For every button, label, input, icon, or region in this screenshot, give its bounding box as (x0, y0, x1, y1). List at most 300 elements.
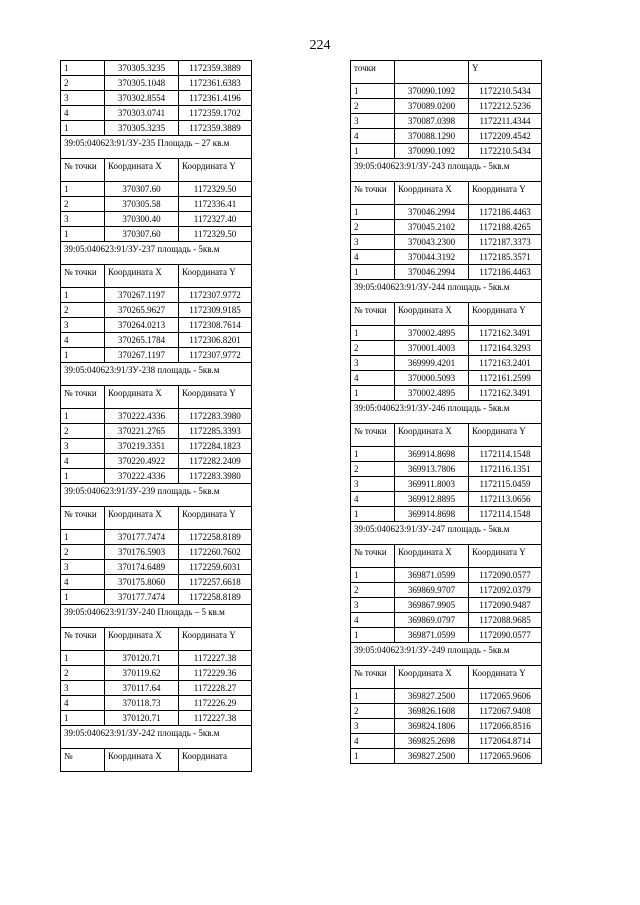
table-row (61, 318, 252, 333)
parcel-title-row (351, 643, 542, 666)
table-row (61, 696, 252, 711)
table-row (351, 220, 542, 235)
point-number: 1 (61, 61, 105, 76)
parcel-title: 39:05:040623:91/ЗУ-239 площадь - 5кв.м (61, 484, 252, 507)
table-row (61, 545, 252, 560)
coord-x: 370219.3351 (105, 439, 179, 454)
coord-x: 370046.2994 (395, 265, 469, 280)
coord-x: 369869.0797 (395, 613, 469, 628)
header-coord-y: Координата Y (179, 386, 252, 409)
parcel-title-row (351, 159, 542, 182)
table-row (61, 121, 252, 136)
point-number: 2 (351, 704, 395, 719)
left-coordinates-table (60, 60, 252, 772)
coord-y: 1172227.38 (179, 651, 252, 666)
coord-y: 1172114.1548 (469, 507, 542, 522)
parcel-title-row (61, 605, 252, 628)
coord-y: 1172113.0656 (469, 492, 542, 507)
header-coord-y: Координата Y (179, 265, 252, 288)
coord-y: 1172065.9606 (469, 689, 542, 704)
right-coordinates-table (350, 60, 542, 764)
coord-y: 1172336.41 (179, 197, 252, 212)
table-row (351, 144, 542, 159)
header-coord-x: Координата X (395, 545, 469, 568)
table-header-row (351, 666, 542, 689)
point-number: 3 (351, 719, 395, 734)
coord-x: 369826.1608 (395, 704, 469, 719)
coord-x: 369911.8003 (395, 477, 469, 492)
coord-y: 1172163.2401 (469, 356, 542, 371)
header-point-number: № точки (351, 424, 395, 447)
point-number: 3 (351, 235, 395, 250)
table-row (351, 129, 542, 144)
header-coord-x: Координата X (395, 666, 469, 689)
parcel-title-row (61, 242, 252, 265)
parcel-title: 39:05:040623:91/ЗУ-246 площадь - 5кв.м (351, 401, 542, 424)
table-row (351, 704, 542, 719)
coord-x: 370120.71 (105, 711, 179, 726)
table-header-row (61, 628, 252, 651)
table-header-row (351, 61, 542, 84)
header-point-number: № точки (61, 628, 105, 651)
table-row (61, 681, 252, 696)
header-coord-y: Координата Y (469, 303, 542, 326)
table-row (351, 749, 542, 764)
coord-y: 1172210.5434 (469, 144, 542, 159)
point-number: 2 (61, 197, 105, 212)
coord-y: 1172226.29 (179, 696, 252, 711)
coord-y: 1172210.5434 (469, 84, 542, 99)
table-header-row (61, 749, 252, 772)
coord-y: 1172090.0577 (469, 568, 542, 583)
coord-y: 1172116.1351 (469, 462, 542, 477)
point-number: 1 (351, 689, 395, 704)
coord-y: 1172186.4463 (469, 265, 542, 280)
coord-y: 1172066.8516 (469, 719, 542, 734)
coord-y: 1172090.9487 (469, 598, 542, 613)
coord-y: 1172309.9185 (179, 303, 252, 318)
point-number: 1 (61, 348, 105, 363)
coord-x: 370222.4336 (105, 409, 179, 424)
point-number: 3 (61, 318, 105, 333)
parcel-title: 39:05:040623:91/ЗУ-249 площадь - 5кв.м (351, 643, 542, 666)
point-number: 3 (61, 212, 105, 227)
coord-x: 369827.2500 (395, 689, 469, 704)
point-number: 1 (351, 568, 395, 583)
table-header-row (61, 386, 252, 409)
table-header-row (61, 507, 252, 530)
coord-x: 370177.7474 (105, 590, 179, 605)
point-number: 3 (351, 598, 395, 613)
table-row (351, 341, 542, 356)
parcel-title-row (351, 401, 542, 424)
point-number: 1 (61, 227, 105, 242)
table-row (61, 106, 252, 121)
coord-x: 369824.1806 (395, 719, 469, 734)
coord-x: 370044.3192 (395, 250, 469, 265)
point-number: 1 (61, 288, 105, 303)
coord-y: 1172067.9408 (469, 704, 542, 719)
coord-y: 1172306.8201 (179, 333, 252, 348)
coord-y: 1172308.7614 (179, 318, 252, 333)
table-header-row (351, 182, 542, 205)
coord-x: 370307.60 (105, 227, 179, 242)
header-coord-x (395, 61, 469, 84)
header-coord-x: Координата X (395, 424, 469, 447)
coord-x: 370267.1197 (105, 288, 179, 303)
point-number: 2 (351, 341, 395, 356)
parcel-title: 39:05:040623:91/ЗУ-242 площадь - 5кв.м (61, 726, 252, 749)
coord-x: 369912.8895 (395, 492, 469, 507)
coord-x: 370222.4336 (105, 469, 179, 484)
coord-x: 370088.1290 (395, 129, 469, 144)
parcel-title-row (351, 522, 542, 545)
table-row (61, 197, 252, 212)
table-row (351, 356, 542, 371)
table-row (351, 613, 542, 628)
header-point-number: № точки (351, 545, 395, 568)
parcel-title-row (61, 136, 252, 159)
coord-x: 370090.1092 (395, 84, 469, 99)
header-point-number: № точки (351, 182, 395, 205)
coord-y: 1172282.2409 (179, 454, 252, 469)
header-coord-x: Координата X (105, 159, 179, 182)
coord-x: 370267.1197 (105, 348, 179, 363)
coord-y: 1172114.1548 (469, 447, 542, 462)
coord-x: 370220.4922 (105, 454, 179, 469)
table-row (61, 424, 252, 439)
coord-x: 370120.71 (105, 651, 179, 666)
table-row (351, 477, 542, 492)
table-row (61, 454, 252, 469)
table-row (351, 719, 542, 734)
coord-y: 1172260.7602 (179, 545, 252, 560)
point-number: 4 (351, 734, 395, 749)
header-point-number: № точки (351, 666, 395, 689)
point-number: 4 (351, 613, 395, 628)
coord-y: 1172359.3889 (179, 61, 252, 76)
header-coord-y: Координата Y (179, 159, 252, 182)
table-row (351, 492, 542, 507)
parcel-title: 39:05:040623:91/ЗУ-244 площадь - 5кв.м (351, 280, 542, 303)
coord-y: 1172283.3980 (179, 409, 252, 424)
coord-x: 370264.0213 (105, 318, 179, 333)
coord-x: 370045.2102 (395, 220, 469, 235)
page-number: 224 (309, 38, 331, 53)
coord-y: 1172064.8714 (469, 734, 542, 749)
table-row (351, 250, 542, 265)
coord-x: 369999.4201 (395, 356, 469, 371)
coord-y: 1172329.50 (179, 182, 252, 197)
table-row (61, 530, 252, 545)
point-number: 1 (61, 530, 105, 545)
coord-x: 369914.8698 (395, 507, 469, 522)
table-header-row (351, 303, 542, 326)
point-number: 1 (351, 447, 395, 462)
point-number: 3 (61, 91, 105, 106)
coord-y: 1172209.4542 (469, 129, 542, 144)
table-row (61, 439, 252, 454)
header-point-number: № точки (61, 507, 105, 530)
point-number: 2 (61, 424, 105, 439)
point-number: 4 (61, 696, 105, 711)
coord-x: 370221.2765 (105, 424, 179, 439)
coord-x: 370001.4003 (395, 341, 469, 356)
table-row (61, 575, 252, 590)
coord-x: 370177.7474 (105, 530, 179, 545)
coord-y: 1172359.3889 (179, 121, 252, 136)
left-coordinates-column (60, 60, 251, 772)
point-number: 3 (61, 681, 105, 696)
coord-x: 370175.8060 (105, 575, 179, 590)
table-header-row (351, 545, 542, 568)
point-number: 1 (351, 144, 395, 159)
header-point-number: № точки (61, 159, 105, 182)
coord-y: 1172307.9772 (179, 288, 252, 303)
header-coord-x: Координата X (105, 628, 179, 651)
coord-x: 370305.3235 (105, 61, 179, 76)
table-row (61, 76, 252, 91)
coord-y: 1172259.6031 (179, 560, 252, 575)
table-row (351, 205, 542, 220)
header-coord-x: Координата X (105, 386, 179, 409)
table-row (61, 711, 252, 726)
table-row (351, 689, 542, 704)
point-number: 1 (61, 182, 105, 197)
table-row (351, 371, 542, 386)
table-row (351, 265, 542, 280)
table-row (351, 447, 542, 462)
coord-y: 1172161.2599 (469, 371, 542, 386)
header-coord-x: Координата X (105, 749, 179, 772)
header-coord-y: Координата Y (179, 507, 252, 530)
coord-y: 1172188.4265 (469, 220, 542, 235)
coord-y: 1172327.40 (179, 212, 252, 227)
coord-x: 370305.3235 (105, 121, 179, 136)
point-number: 3 (61, 560, 105, 575)
header-coord-y: Координата Y (469, 424, 542, 447)
header-coord-y: Координата Y (469, 182, 542, 205)
coord-y: 1172329.50 (179, 227, 252, 242)
coord-y: 1172162.3491 (469, 386, 542, 401)
coord-x: 369827.2500 (395, 749, 469, 764)
point-number: 4 (351, 371, 395, 386)
coord-y: 1172090.0577 (469, 628, 542, 643)
header-point-number: № точки (351, 303, 395, 326)
point-number: 1 (351, 628, 395, 643)
table-row (351, 326, 542, 341)
table-row (351, 386, 542, 401)
coord-x: 370174.6489 (105, 560, 179, 575)
coord-y: 1172284.1823 (179, 439, 252, 454)
header-point-number: № точки (61, 265, 105, 288)
point-number: 1 (61, 711, 105, 726)
table-row (351, 598, 542, 613)
parcel-title: 39:05:040623:91/ЗУ-240 Площадь – 5 кв.м (61, 605, 252, 628)
table-row (351, 583, 542, 598)
coord-x: 370119.62 (105, 666, 179, 681)
table-header-row (351, 424, 542, 447)
point-number: 4 (351, 492, 395, 507)
coord-y: 1172361.4196 (179, 91, 252, 106)
coord-x: 370090.1092 (395, 144, 469, 159)
parcel-title: 39:05:040623:91/ЗУ-235 Площадь – 27 кв.м (61, 136, 252, 159)
point-number: 3 (351, 356, 395, 371)
header-point-number: № (61, 749, 105, 772)
table-row (61, 666, 252, 681)
table-row (351, 114, 542, 129)
point-number: 1 (61, 469, 105, 484)
parcel-title: 39:05:040623:91/ЗУ-247 площадь - 5кв.м (351, 522, 542, 545)
table-row (61, 348, 252, 363)
coord-y: 1172185.3571 (469, 250, 542, 265)
point-number: 1 (61, 651, 105, 666)
coord-x: 370265.1784 (105, 333, 179, 348)
table-row (61, 61, 252, 76)
right-coordinates-column (350, 60, 541, 764)
table-row (61, 469, 252, 484)
table-row (61, 333, 252, 348)
point-number: 2 (351, 220, 395, 235)
coord-y: 1172229.36 (179, 666, 252, 681)
point-number: 2 (61, 666, 105, 681)
parcel-title-row (61, 726, 252, 749)
coord-y: 1172228.27 (179, 681, 252, 696)
coord-x: 369871.0599 (395, 628, 469, 643)
table-header-row (61, 265, 252, 288)
coord-y: 1172065.9606 (469, 749, 542, 764)
coord-x: 370087.0398 (395, 114, 469, 129)
coord-y: 1172283.3980 (179, 469, 252, 484)
table-row (61, 409, 252, 424)
point-number: 1 (61, 590, 105, 605)
header-coord-y: Координата Y (469, 666, 542, 689)
point-number: 1 (61, 121, 105, 136)
coord-x: 369913.7806 (395, 462, 469, 477)
point-number: 4 (351, 250, 395, 265)
coord-y: 1172164.3293 (469, 341, 542, 356)
table-row (61, 91, 252, 106)
point-number: 2 (351, 462, 395, 477)
coord-x: 370307.60 (105, 182, 179, 197)
coord-x: 370265.9627 (105, 303, 179, 318)
parcel-title: 39:05:040623:91/ЗУ-237 площадь - 5кв.м (61, 242, 252, 265)
coord-y: 1172211.4344 (469, 114, 542, 129)
table-row (61, 303, 252, 318)
point-number: 1 (351, 205, 395, 220)
coord-y: 1172258.8189 (179, 530, 252, 545)
coord-x: 370305.58 (105, 197, 179, 212)
coord-y: 1172115.0459 (469, 477, 542, 492)
header-coord-y: Координата (179, 749, 252, 772)
coord-x: 369867.9905 (395, 598, 469, 613)
table-row (351, 628, 542, 643)
table-row (351, 235, 542, 250)
table-row (61, 560, 252, 575)
coord-y: 1172258.8189 (179, 590, 252, 605)
coord-x: 370000.5093 (395, 371, 469, 386)
coord-y: 1172212.5236 (469, 99, 542, 114)
table-row (351, 462, 542, 477)
parcel-title-row (351, 280, 542, 303)
point-number: 3 (351, 114, 395, 129)
parcel-title-row (61, 363, 252, 386)
parcel-title: 39:05:040623:91/ЗУ-238 площадь - 5кв.м (61, 363, 252, 386)
coord-y: 1172187.3373 (469, 235, 542, 250)
table-row (351, 568, 542, 583)
coord-x: 369869.9707 (395, 583, 469, 598)
coord-x: 370002.4895 (395, 386, 469, 401)
coord-x: 370305.1048 (105, 76, 179, 91)
point-number: 1 (61, 409, 105, 424)
point-number: 4 (61, 333, 105, 348)
point-number: 2 (351, 583, 395, 598)
coord-y: 1172285.3393 (179, 424, 252, 439)
point-number: 1 (351, 749, 395, 764)
table-row (61, 288, 252, 303)
point-number: 1 (351, 265, 395, 280)
coord-x: 370117.64 (105, 681, 179, 696)
coord-x: 370302.8554 (105, 91, 179, 106)
coord-y: 1172359.1702 (179, 106, 252, 121)
coord-y: 1172361.6383 (179, 76, 252, 91)
point-number: 1 (351, 507, 395, 522)
coord-x: 370118.73 (105, 696, 179, 711)
table-row (61, 212, 252, 227)
point-number: 4 (61, 106, 105, 121)
header-point-number: точки (351, 61, 395, 84)
coord-y: 1172227.38 (179, 711, 252, 726)
header-coord-x: Координата X (105, 507, 179, 530)
coord-x: 369914.8698 (395, 447, 469, 462)
header-coord-y: Y (469, 61, 542, 84)
header-coord-x: Координата X (105, 265, 179, 288)
coord-x: 370176.5903 (105, 545, 179, 560)
parcel-title-row (61, 484, 252, 507)
point-number: 2 (351, 99, 395, 114)
coord-y: 1172162.3491 (469, 326, 542, 341)
coord-y: 1172092.0379 (469, 583, 542, 598)
coord-y: 1172186.4463 (469, 205, 542, 220)
coord-x: 370300.40 (105, 212, 179, 227)
table-row (351, 84, 542, 99)
point-number: 1 (351, 326, 395, 341)
point-number: 2 (61, 303, 105, 318)
coord-x: 369871.0599 (395, 568, 469, 583)
table-row (351, 99, 542, 114)
coord-y: 1172088.9685 (469, 613, 542, 628)
point-number: 3 (61, 439, 105, 454)
point-number: 4 (61, 454, 105, 469)
coord-x: 370043.2300 (395, 235, 469, 250)
point-number: 4 (351, 129, 395, 144)
table-row (61, 651, 252, 666)
point-number: 4 (61, 575, 105, 590)
table-row (61, 590, 252, 605)
point-number: 2 (61, 76, 105, 91)
point-number: 1 (351, 84, 395, 99)
coord-y: 1172257.6618 (179, 575, 252, 590)
table-row (61, 227, 252, 242)
coord-x: 370046.2994 (395, 205, 469, 220)
coord-x: 370002.4895 (395, 326, 469, 341)
header-coord-y: Координата Y (179, 628, 252, 651)
header-point-number: № точки (61, 386, 105, 409)
table-row (61, 182, 252, 197)
point-number: 2 (61, 545, 105, 560)
header-coord-x: Координата X (395, 182, 469, 205)
table-row (351, 507, 542, 522)
